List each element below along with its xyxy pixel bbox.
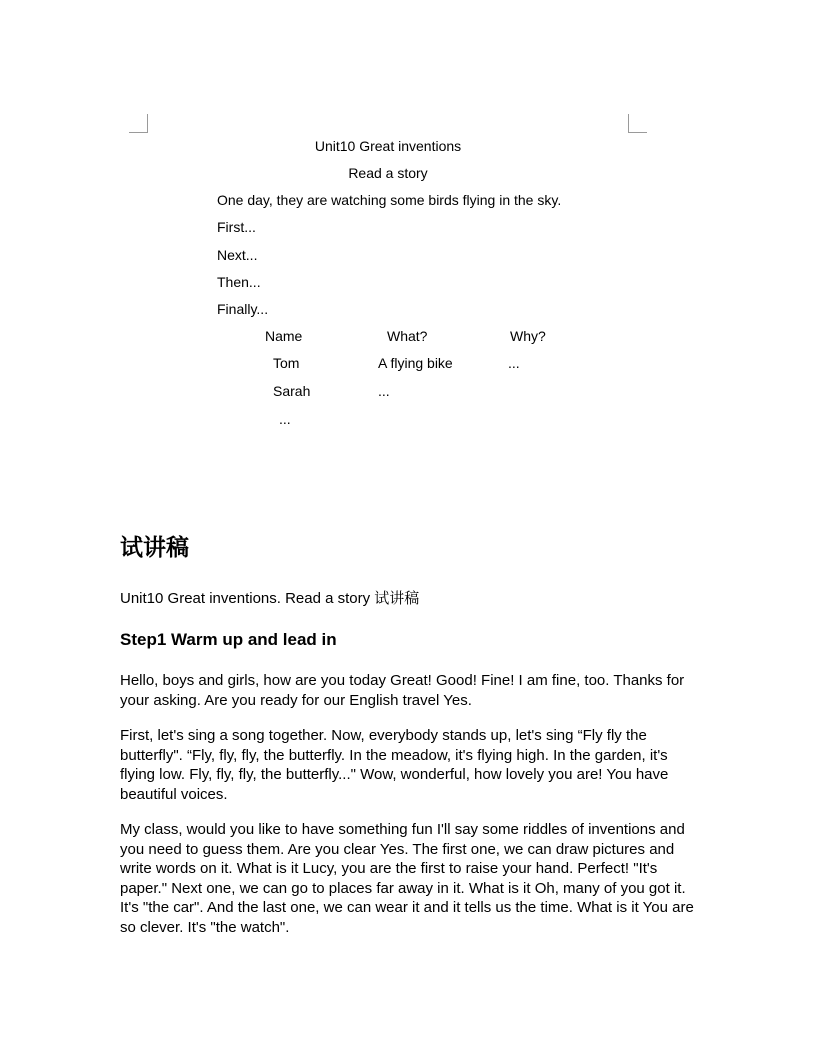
- lesson-title: Unit10 Great inventions: [314, 138, 462, 154]
- crop-mark-left: [129, 114, 148, 133]
- step-title: Step1 Warm up and lead in: [120, 630, 337, 649]
- table-cell: ...: [378, 383, 390, 399]
- table-cell: Tom: [273, 355, 300, 371]
- table-header-name: Name: [265, 328, 303, 344]
- table-header-what: What?: [387, 328, 428, 344]
- crop-mark-right: [628, 114, 647, 133]
- table-header-why: Why?: [510, 328, 546, 344]
- sequence-then: Then...: [217, 274, 261, 290]
- sequence-finally: Finally...: [217, 301, 269, 317]
- sequence-first: First...: [217, 219, 256, 235]
- paragraph-song: First, let's sing a song together. Now, everybody stands up, let's sing “Fly fly the butterfly". “Fly, fly, fly, the butterfly. In the meadow, it's flying high. In the garden, it's flying low. Fly, fly, fly, the butterfly..." Wow, wonderful, how lovely you are! You have beautiful voices.: [120, 727, 669, 803]
- table-cell: Sarah: [273, 383, 311, 399]
- story-intro: One day, they are watching some birds flying in the sky.: [217, 192, 562, 208]
- paragraph-riddles: My class, would you like to have something fun I'll say some riddles of inventions and you need to guess them. Are you clear Yes. The first one, we can draw pictures and write words on it. What is it Lucy, you are the first to raise your hand. Perfect! "It's paper." Next one, we can go to places far away in it. What is it Oh, many of you got it. It's "the car". And the last one, we can wear it and it tells us the time. What is it You are so clever. It's "the watch".: [120, 821, 694, 936]
- section-heading: 试讲稿: [120, 534, 189, 561]
- table-cell: ...: [279, 411, 291, 427]
- section-subtitle: Unit10 Great inventions. Read a story 试讲稿: [120, 590, 420, 607]
- paragraph-greeting: Hello, boys and girls, how are you today Great! Good! Fine! I am fine, too. Thanks for your asking. Are you ready for our English travel Yes.: [120, 672, 685, 709]
- table-cell: A flying bike: [378, 355, 453, 371]
- table-cell: ...: [508, 355, 520, 371]
- lesson-subtitle: Read a story: [348, 165, 428, 181]
- sequence-next: Next...: [217, 247, 258, 263]
